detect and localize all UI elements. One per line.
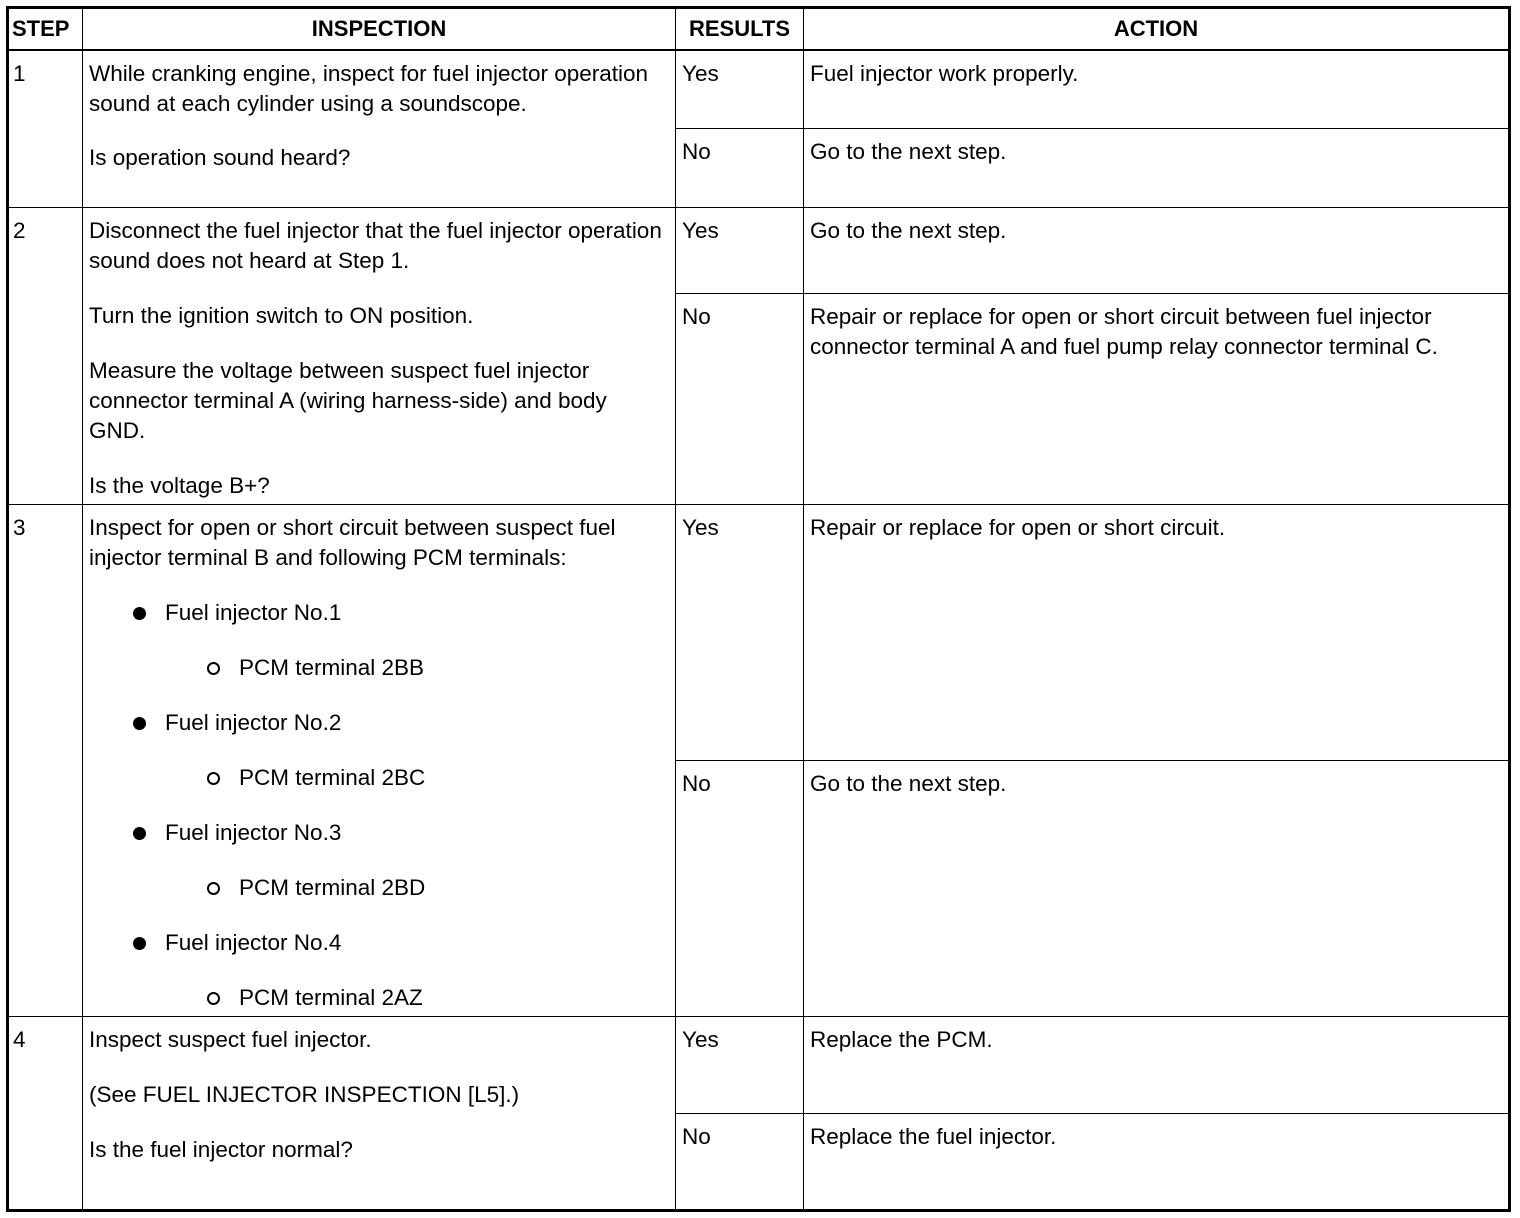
header-inspection: INSPECTION [83, 8, 676, 51]
inspection-text: While cranking engine, inspect for fuel injector operation sound at each cylinder using a soundscope. [89, 61, 649, 116]
result-yes: Yes [676, 50, 804, 128]
list-subitem: PCM terminal 2BD [89, 873, 669, 903]
action-no: Go to the next step. [804, 128, 1510, 207]
step-1-inspection [83, 50, 676, 207]
inspection-text: Turn the ignition switch to ON position. [89, 302, 474, 328]
list-subitem: PCM terminal 2BB [89, 653, 669, 683]
action-yes: Go to the next step. [804, 207, 1510, 293]
action-no: Repair or replace for open or short circuit between fuel injector connector terminal A and fuel pump relay connector terminal C. [804, 293, 1510, 504]
step-3-yes-row [8, 504, 1510, 760]
step-2-yes-row [8, 207, 1510, 293]
result-no: No [676, 293, 804, 504]
step-number: 2 [8, 207, 83, 504]
step-number: 4 [8, 1016, 83, 1210]
result-no: No [676, 1113, 804, 1210]
inspection-question: Is the fuel injector normal? [89, 1136, 353, 1162]
result-no: No [676, 128, 804, 207]
list-item: Fuel injector No.4 [89, 928, 669, 958]
inspection-text: Inspect for open or short circuit between suspect fuel injector terminal B and following PCM terminals: [89, 514, 616, 570]
action-no: Replace the fuel injector. [804, 1113, 1510, 1210]
action-yes: Fuel injector work properly. [804, 50, 1510, 128]
header-step: STEP [8, 8, 83, 51]
step-1-yes-row [8, 50, 1510, 128]
list-subitem: PCM terminal 2AZ [89, 983, 669, 1013]
diagnostic-table [6, 6, 1511, 1212]
inspection-question: Is the voltage B+? [89, 472, 270, 498]
list-item: Fuel injector No.1 [89, 598, 669, 628]
inspection-reference: (See FUEL INJECTOR INSPECTION [L5].) [89, 1081, 520, 1107]
header-row [8, 8, 1510, 51]
action-no: Go to the next step. [804, 760, 1510, 1016]
list-item: Fuel injector No.2 [89, 708, 669, 738]
injector-list [89, 598, 669, 1013]
list-subitem: PCM terminal 2BC [89, 763, 669, 793]
action-yes: Replace the PCM. [804, 1016, 1510, 1113]
step-4-yes-row [8, 1016, 1510, 1113]
step-number: 3 [8, 504, 83, 1016]
step-3-inspection [83, 504, 676, 1016]
header-action: ACTION [804, 8, 1510, 51]
list-item: Fuel injector No.3 [89, 818, 669, 848]
result-yes: Yes [676, 207, 804, 293]
step-2-inspection [83, 207, 676, 504]
header-results: RESULTS [676, 8, 804, 51]
inspection-text: Disconnect the fuel injector that the fuel injector operation sound does not heard at Step 1. [89, 217, 662, 273]
inspection-question: Is operation sound heard? [89, 145, 351, 170]
step-4-inspection [83, 1016, 676, 1210]
step-number: 1 [8, 50, 83, 207]
result-yes: Yes [676, 1016, 804, 1113]
result-yes: Yes [676, 504, 804, 760]
inspection-text: Measure the voltage between suspect fuel injector connector terminal A (wiring harness-side) and body GND. [89, 357, 607, 443]
inspection-text: Inspect suspect fuel injector. [89, 1026, 372, 1052]
result-no: No [676, 760, 804, 1016]
action-yes: Repair or replace for open or short circuit. [804, 504, 1510, 760]
